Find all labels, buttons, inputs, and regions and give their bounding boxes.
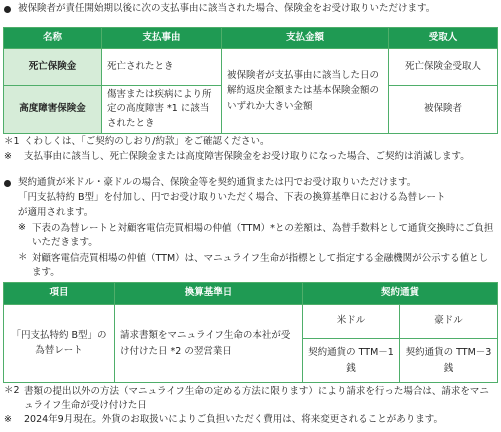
footnote <box>4 385 498 413</box>
header-base-date: 換算基準日 <box>115 283 303 305</box>
currency-aud: 豪ドル <box>400 305 498 339</box>
row-recipient: 被保険者 <box>389 86 498 134</box>
row-recipient: 死亡保険金受取人 <box>389 49 498 86</box>
base-date-cell: 請求書類をマニュライフ生命の本社が受け付けた日 *2 の翌営業日 <box>115 305 303 383</box>
row-reason: 傷害または疾病により所定の高度障害 *1 に該当されたとき <box>102 86 222 134</box>
header-currency: 契約通貨 <box>303 283 498 305</box>
row-name: 高度障害保険金 <box>4 86 102 134</box>
footnote-mark: ＊2 <box>4 385 20 396</box>
footnote-text: くわしくは、「ご契約のしおり/約款」をご確認ください。 <box>24 136 270 147</box>
section2-line <box>4 177 416 190</box>
payment-amount: 被保険者が支払事由に該当した日の解約返戻金額または基本保険金額のいずれか大きい金額 <box>222 49 389 134</box>
header-amount: 支払金額 <box>222 28 389 49</box>
note-mark: ※ <box>18 222 26 233</box>
row-reason: 死亡されたとき <box>102 49 222 86</box>
footnote-mark: ※ <box>4 151 12 162</box>
note-text: 下表の為替レートと対顧客電信売買相場の仲値（TTM）*との差額は、為替手数料として通貨交換時にご負担いただきます。 <box>32 223 494 249</box>
section2-text: 契約通貨が米ドル・豪ドルの場合、保険金等を契約通貨または円でお受け取りいただけます。 <box>18 177 417 188</box>
footnote <box>4 136 269 149</box>
footnote <box>4 414 443 427</box>
bullet-icon <box>4 180 11 187</box>
aud-rate: 契約通貨の TTM－3銭 <box>400 339 498 383</box>
note-text: 対顧客電信売買相場の仲値（TTM）は、マニュライフ生命が指標として指定する金融機関が公示する値とします。 <box>32 253 489 279</box>
item-cell: 「円支払特約 B型」の為替レート <box>4 305 115 383</box>
section2-paragraph: 「円支払特約 B型」を付加し、円でお受け取りいただく場合、下表の換算基準日における為替レート <box>18 192 446 203</box>
header-item: 項目 <box>4 283 115 305</box>
note-mark: ＊ <box>18 252 28 263</box>
footnote-text: 書類の提出以外の方法（マニュライフ生命の定める方法に限ります）により請求を行った場合は、請求をマニュライフ生命が受け付けた日 <box>24 386 489 411</box>
footnote <box>4 151 470 164</box>
usd-rate: 契約通貨の TTM－1銭 <box>303 339 400 383</box>
section2-note <box>18 252 496 281</box>
header-name: 名称 <box>4 28 102 49</box>
header-recipient: 受取人 <box>389 28 498 49</box>
section2-paragraph: が適用されます。 <box>18 207 94 218</box>
intro-text: 被保険者が責任開始期以後に次の支払事由に該当された場合、保険金をお受け取りいただけます。 <box>18 3 436 14</box>
footnote-text: 支払事由に該当し、死亡保険金または高度障害保険金をお受け取りになった場合、ご契約は消滅します。 <box>24 151 470 162</box>
footnote-mark: ＊1 <box>4 136 20 147</box>
exchange-rate-table <box>3 282 498 383</box>
currency-usd: 米ドル <box>303 305 400 339</box>
footnote-mark: ※ <box>4 414 12 425</box>
row-name: 死亡保険金 <box>4 49 102 86</box>
table-row <box>4 49 498 86</box>
table-row <box>4 305 498 339</box>
intro-line <box>4 3 435 16</box>
benefits-table <box>3 27 498 134</box>
footnote-text: 2024年9月現在。外貨のお取扱いによりご負担いただく費用は、将来変更されることがあります。 <box>24 414 443 425</box>
section2-note <box>18 222 496 251</box>
bullet-icon <box>4 6 11 13</box>
header-reason: 支払事由 <box>102 28 222 49</box>
